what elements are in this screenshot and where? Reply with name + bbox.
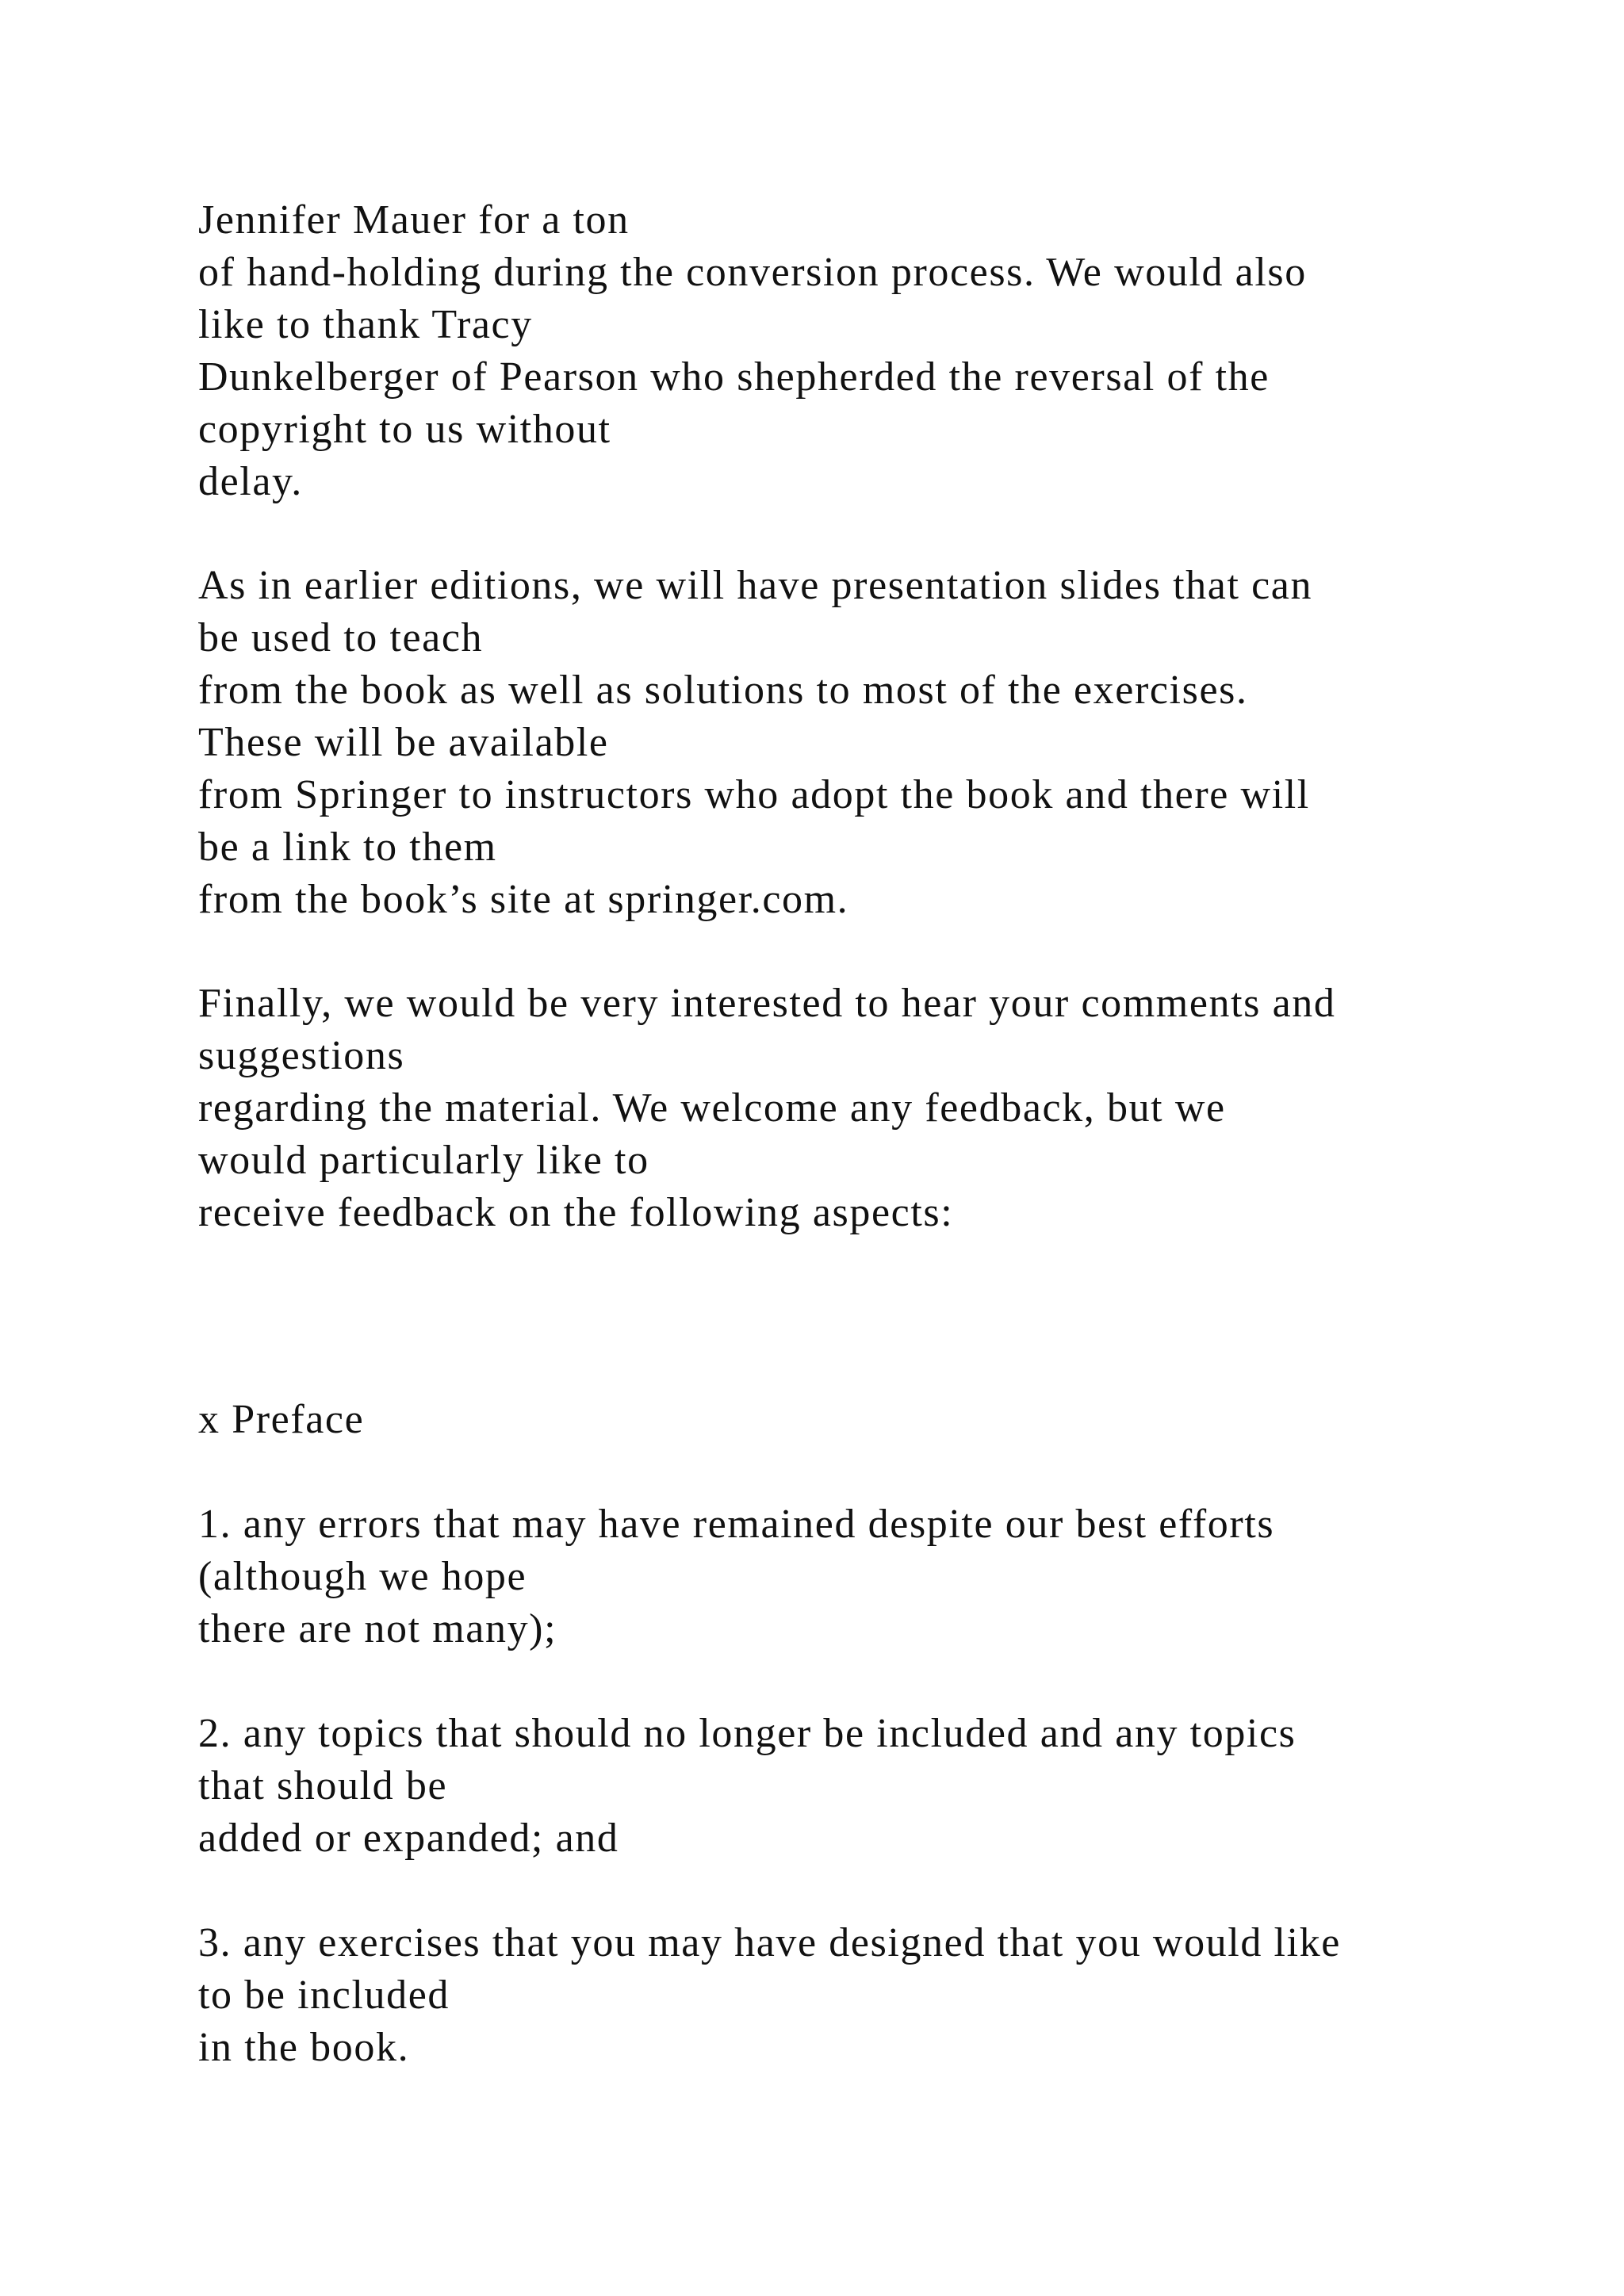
text-line: from the book’s site at springer.com. bbox=[198, 877, 849, 922]
text-line: like to thank Tracy bbox=[198, 302, 533, 347]
text-line: added or expanded; and bbox=[198, 1816, 619, 1861]
text-line: (although we hope bbox=[198, 1554, 527, 1599]
list-item-3 bbox=[198, 1917, 1546, 2074]
text-line: to be included bbox=[198, 1973, 450, 2018]
text-line: from Springer to instructors who adopt the book and there will bbox=[198, 772, 1310, 817]
text-line: of hand-holding during the conversion process. We would also bbox=[198, 250, 1307, 295]
text-line: regarding the material. We welcome any feedback, but we bbox=[198, 1085, 1226, 1131]
text-line: As in earlier editions, we will have presentation slides that can bbox=[198, 563, 1313, 608]
list-item-2 bbox=[198, 1708, 1546, 1865]
page-header-preface bbox=[198, 1394, 1546, 1446]
text-line: in the book. bbox=[198, 2025, 410, 2070]
text-line: Dunkelberger of Pearson who shepherded the reversal of the bbox=[198, 354, 1270, 400]
text-line: that should be bbox=[198, 1763, 448, 1808]
text-line: Finally, we would be very interested to hear your comments and bbox=[198, 981, 1336, 1026]
text-line: 2. any topics that should no longer be included and any topics bbox=[198, 1711, 1297, 1756]
text-line: receive feedback on the following aspects: bbox=[198, 1190, 954, 1235]
text-line: there are not many); bbox=[198, 1606, 557, 1651]
paragraph-presentation-slides bbox=[198, 560, 1546, 926]
text-line: copyright to us without bbox=[198, 407, 611, 452]
paragraph-feedback-request bbox=[198, 978, 1546, 1239]
text-line: from the book as well as solutions to most of the exercises. bbox=[198, 668, 1248, 713]
text-line: delay. bbox=[198, 459, 303, 504]
text-line: be used to teach bbox=[198, 615, 484, 660]
paragraph-acknowledgements bbox=[198, 194, 1546, 508]
text-line: 1. any errors that may have remained despite our best efforts bbox=[198, 1502, 1275, 1547]
text-line: These will be available bbox=[198, 720, 609, 765]
text-line: be a link to them bbox=[198, 825, 497, 870]
list-item-1 bbox=[198, 1498, 1546, 1655]
text-line: would particularly like to bbox=[198, 1138, 649, 1183]
text-line: x Preface bbox=[198, 1397, 365, 1442]
text-line: Jennifer Mauer for a ton bbox=[198, 197, 630, 243]
text-line: 3. any exercises that you may have designed that you would like bbox=[198, 1920, 1341, 1965]
text-line: suggestions bbox=[198, 1033, 405, 1078]
